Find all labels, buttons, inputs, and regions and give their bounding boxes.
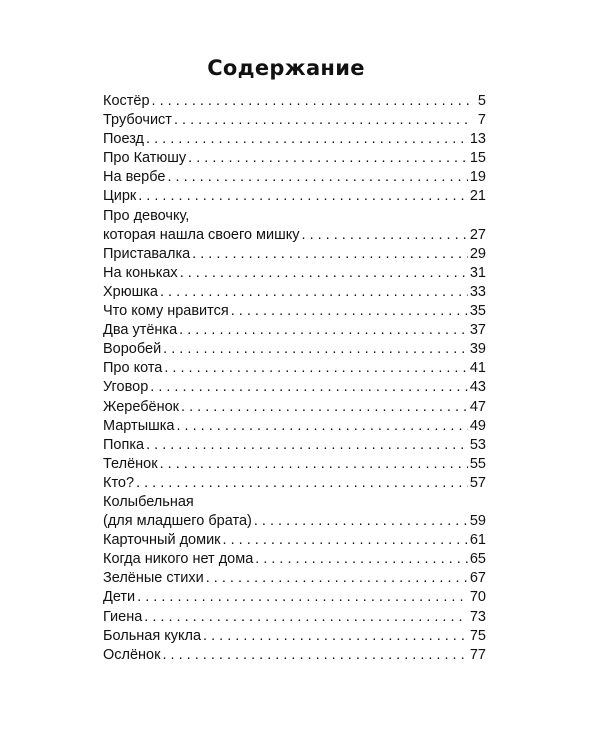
toc-entry-page: 29 xyxy=(469,245,486,262)
toc-entry-page: 57 xyxy=(469,474,486,491)
toc-entry-title: На коньках xyxy=(103,264,178,281)
toc-leader-dots xyxy=(162,646,467,665)
toc-entry-page: 59 xyxy=(469,513,486,530)
toc-entry xyxy=(103,321,486,340)
toc-leader-dots xyxy=(231,302,468,321)
toc-entry-title: Про Катюшу xyxy=(103,150,187,167)
toc-entry-page: 5 xyxy=(477,93,486,109)
toc-entry-page: 67 xyxy=(469,570,486,587)
toc-entry xyxy=(103,474,486,493)
toc-entry-title: Цирк xyxy=(103,188,137,205)
toc-leader-dots xyxy=(179,321,468,340)
toc-leader-dots xyxy=(254,512,468,531)
toc-leader-dots xyxy=(180,264,468,283)
toc-leader-dots xyxy=(152,92,470,111)
toc-entry-title: Хрюшка xyxy=(103,283,158,300)
toc-entry-title: Гиена xyxy=(103,608,143,625)
toc-entry-title: Про кота xyxy=(103,360,163,377)
toc-leader-dots xyxy=(164,359,467,378)
toc-entry-title: Поезд xyxy=(103,131,145,148)
toc-entry-title: Карточный домик xyxy=(103,532,221,549)
toc-leader-dots xyxy=(255,550,468,569)
toc-entry-title: Уговор xyxy=(103,379,149,396)
toc-entry xyxy=(103,398,486,417)
toc-leader-dots xyxy=(223,531,468,550)
toc-entry-page: 13 xyxy=(469,131,486,148)
toc-entry-page: 47 xyxy=(469,398,486,415)
toc-entry-page: 7 xyxy=(477,112,486,129)
toc-leader-dots xyxy=(188,149,468,168)
toc-leader-dots xyxy=(203,627,468,646)
toc-entry-page: 15 xyxy=(469,150,486,167)
toc-leader-dots xyxy=(144,608,468,627)
toc-leader-dots xyxy=(176,417,467,436)
toc-entry xyxy=(103,378,486,397)
toc-entry xyxy=(103,187,486,206)
toc-entry-title: Попка xyxy=(103,436,145,453)
toc-entry-title: Что кому нравится xyxy=(103,303,229,320)
toc-leader-dots xyxy=(146,130,468,149)
toc-entry xyxy=(103,207,486,245)
toc-entry xyxy=(103,455,486,474)
toc-entry-page: 21 xyxy=(469,188,486,205)
toc-leader-dots xyxy=(181,398,468,417)
toc-entry-page: 70 xyxy=(469,589,486,606)
toc-entry-title: Костёр xyxy=(103,93,150,109)
toc-entry-page: 39 xyxy=(469,341,486,358)
toc-leader-dots xyxy=(192,245,468,264)
toc-entry xyxy=(103,627,486,646)
toc-entry-page: 53 xyxy=(469,436,486,453)
toc-entry-page: 41 xyxy=(469,360,486,377)
toc-entry-page: 31 xyxy=(469,264,486,281)
toc-entry xyxy=(103,264,486,283)
toc-leader-dots xyxy=(146,436,468,455)
toc-leader-dots xyxy=(138,187,468,206)
toc-leader-dots xyxy=(302,226,468,245)
toc-entry xyxy=(103,302,486,321)
toc-entry xyxy=(103,168,486,187)
toc-entry-page: 77 xyxy=(469,646,486,663)
toc-entry-page: 19 xyxy=(469,169,486,186)
page-title: Содержание xyxy=(207,56,365,80)
toc-entry-page: 37 xyxy=(469,322,486,339)
toc-entry-title: Трубочист xyxy=(103,112,172,129)
toc-entry xyxy=(103,283,486,302)
toc-entry-page: 33 xyxy=(469,283,486,300)
toc-entry-page: 73 xyxy=(469,608,486,625)
table-of-contents xyxy=(103,92,486,665)
toc-entry xyxy=(103,130,486,149)
toc-entry-title: Колыбельная (для младшего брата) xyxy=(103,493,252,530)
toc-entry xyxy=(103,588,486,607)
toc-leader-dots xyxy=(167,168,467,187)
toc-entry xyxy=(103,149,486,168)
toc-entry-page: 27 xyxy=(469,226,486,243)
toc-leader-dots xyxy=(160,455,468,474)
toc-entry-title: Дети xyxy=(103,589,136,606)
toc-leader-dots xyxy=(137,588,468,607)
toc-entry-title: Ослёнок xyxy=(103,646,161,663)
toc-entry-title: Больная кукла xyxy=(103,627,202,644)
toc-entry-title: Жеребёнок xyxy=(103,398,180,415)
toc-entry-page: 55 xyxy=(469,455,486,472)
toc-entry xyxy=(103,436,486,455)
toc-entry xyxy=(103,550,486,569)
toc-entry-title: На вербе xyxy=(103,169,166,186)
toc-entry xyxy=(103,245,486,264)
toc-entry-title: Воробей xyxy=(103,341,162,358)
toc-entry-title: Когда никого нет дома xyxy=(103,551,254,568)
toc-entry xyxy=(103,111,486,130)
toc-leader-dots xyxy=(150,378,468,397)
toc-entry-title: Телёнок xyxy=(103,455,158,472)
toc-entry xyxy=(103,417,486,436)
toc-entry xyxy=(103,569,486,588)
toc-entry-page: 75 xyxy=(469,627,486,644)
toc-entry-page: 49 xyxy=(469,417,486,434)
toc-entry-title: Мартышка xyxy=(103,417,175,434)
toc-entry-title: Зелёные стихи xyxy=(103,570,204,587)
toc-entry xyxy=(103,531,486,550)
toc-entry xyxy=(103,608,486,627)
toc-leader-dots xyxy=(136,474,468,493)
toc-entry-title: Приставалка xyxy=(103,245,191,262)
toc-entry-title: Про девочку, которая нашла своего мишку xyxy=(103,207,300,243)
toc-entry xyxy=(103,493,486,531)
toc-entry-title: Два утёнка xyxy=(103,322,178,339)
toc-entry xyxy=(103,359,486,378)
toc-entry xyxy=(103,340,486,359)
toc-entry-page: 61 xyxy=(469,532,486,549)
toc-leader-dots xyxy=(160,283,468,302)
toc-entry-page: 43 xyxy=(469,379,486,396)
toc-leader-dots xyxy=(206,569,468,588)
toc-entry-page: 35 xyxy=(469,303,486,320)
toc-leader-dots xyxy=(174,111,470,130)
toc-leader-dots xyxy=(163,340,468,359)
toc-entry xyxy=(103,646,486,665)
toc-entry xyxy=(103,92,486,111)
toc-entry-page: 65 xyxy=(469,551,486,568)
toc-entry-title: Кто? xyxy=(103,474,135,491)
